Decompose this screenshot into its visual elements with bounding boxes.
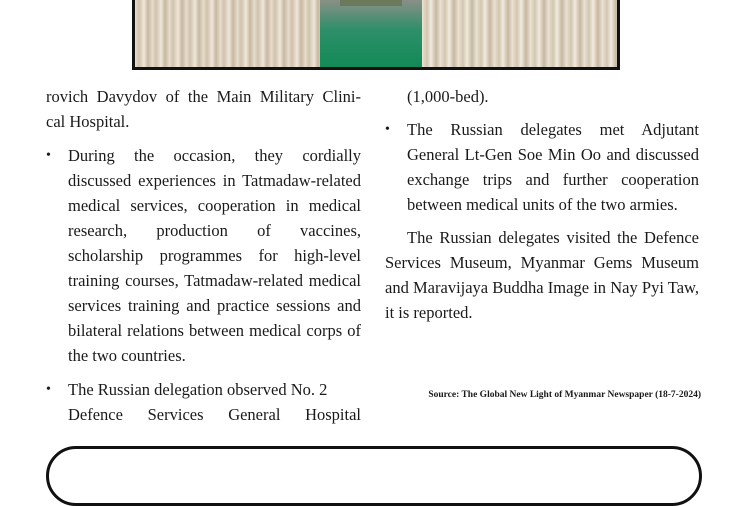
bullet-dot: •: [46, 382, 51, 397]
bullet-dot: •: [385, 122, 390, 137]
body-paragraph: The Russian delegates visited the Defence Services Museum, Myanmar Gems Museum and Maravijaya Buddha Image in Nay Pyi Taw, it is reported.: [385, 228, 699, 322]
bullet-text-line-1: The Russian delegation observed No. 2: [68, 380, 328, 399]
bullet-dot: •: [46, 148, 51, 163]
source-credit: Source: The Global New Light of Myanmar Newspaper (18-7-2024): [428, 390, 701, 400]
bullet-text-line-2: Defence Services General Hospital: [68, 405, 361, 424]
right-column: [385, 84, 699, 325]
list-item: [46, 377, 361, 427]
continuation-line-2: cal Hospital.: [46, 112, 130, 131]
hospital-ward-photo: [132, 0, 620, 70]
bullet-text: The Russian delegates met Adjutant General Lt-Gen Soe Min Oo and discussed exchange trips and further cooperation between medical units of the two armies.: [407, 120, 699, 214]
green-aisle: [320, 0, 422, 67]
curtains-left: [135, 0, 320, 67]
continuation-line-1: rovich Davydov of the Main Military Clini-: [46, 87, 361, 106]
bullet-text: During the occasion, they cordially discussed experiences in Tatmadaw-related medical services, cooperation in medical research, production of vaccines, scholarship programmes for high-level training courses, Tatmadaw-related medical services training and practice sessions and bilateral relations between medical corps of the two countries.: [68, 146, 361, 365]
left-column: [46, 84, 361, 427]
rounded-frame: [46, 446, 702, 506]
continuation-text: (1,000-bed).: [407, 87, 489, 106]
list-item: [46, 143, 361, 368]
curtains-right: [422, 0, 617, 67]
list-item: [385, 117, 699, 217]
